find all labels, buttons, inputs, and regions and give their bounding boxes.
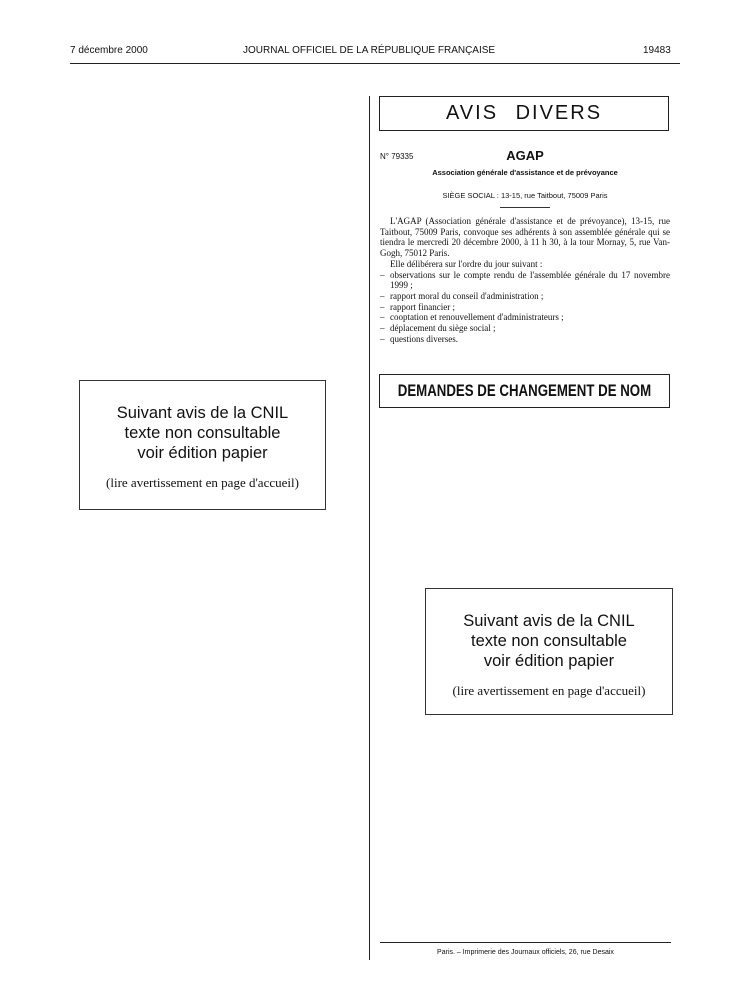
agenda-intro: Elle délibérera sur l'ordre du jour suivant : bbox=[390, 258, 543, 269]
cnil-line-1: Suivant avis de la CNIL bbox=[116, 404, 289, 422]
cnil-line-4: (lire avertissement en page d'accueil) bbox=[452, 683, 646, 698]
agenda-item: – rapport financier ; bbox=[380, 302, 670, 313]
cnil-line-4: (lire avertissement en page d'accueil) bbox=[106, 475, 299, 490]
column-divider bbox=[369, 96, 370, 960]
header-date: 7 décembre 2000 bbox=[70, 45, 148, 56]
agenda-item: – observations sur le compte rendu de l'assemblée générale du 17 novembre 1999 ; bbox=[380, 270, 670, 291]
agenda-item: – questions diverses. bbox=[380, 334, 670, 345]
cnil-line-2: texte non consultable bbox=[124, 424, 281, 442]
avis-divers-heading-text: AVIS DIVERS bbox=[445, 102, 603, 124]
cnil-line-3: voir édition papier bbox=[137, 444, 268, 462]
org-full-name: Association générale d'assistance et de prévoyance bbox=[432, 168, 618, 177]
header-rule bbox=[70, 63, 680, 64]
header-journal-title: JOURNAL OFFICIEL DE LA RÉPUBLIQUE FRANÇAISE bbox=[243, 45, 496, 56]
avis-divers-heading bbox=[379, 96, 669, 131]
name-change-heading-text: DEMANDES DE CHANGEMENT DE NOM bbox=[397, 381, 652, 400]
cnil-line-2: texte non consultable bbox=[471, 632, 627, 650]
footer-rule bbox=[380, 942, 671, 943]
head-office-rule bbox=[500, 207, 550, 208]
org-name: AGAP bbox=[506, 148, 544, 163]
cnil-notice-left bbox=[79, 380, 326, 510]
cnil-line-1: Suivant avis de la CNIL bbox=[463, 612, 635, 630]
agenda-item: – rapport moral du conseil d'administration ; bbox=[380, 291, 670, 302]
agenda-item: – déplacement du siège social ; bbox=[380, 323, 670, 334]
name-change-heading bbox=[379, 374, 670, 408]
printer-imprint: Paris. – Imprimerie des Journaux officiels, 26, rue Desaix bbox=[437, 949, 614, 956]
notice-number: N° 79335 bbox=[380, 152, 414, 161]
cnil-line-3: voir édition papier bbox=[483, 652, 615, 670]
cnil-notice-right bbox=[425, 588, 673, 715]
agenda-item: – cooptation et renouvellement d'administrateurs ; bbox=[380, 312, 670, 323]
notice-paragraph: L'AGAP (Association générale d'assistance et de prévoyance), 13-15, rue Taitbout, 75009 Paris, convoque ses adhérents à son assemblée générale qui se tiendra le mercredi 20 décembre 2000, à 11 h 30, à la tour Mornay, 5, rue Van-Gogh, 75012 Paris. bbox=[380, 216, 670, 259]
header-page-number: 19483 bbox=[643, 45, 671, 56]
agenda-list bbox=[380, 270, 670, 345]
notice-body bbox=[380, 216, 670, 344]
head-office: SIÈGE SOCIAL : 13-15, rue Taitbout, 75009 Paris bbox=[442, 191, 608, 200]
